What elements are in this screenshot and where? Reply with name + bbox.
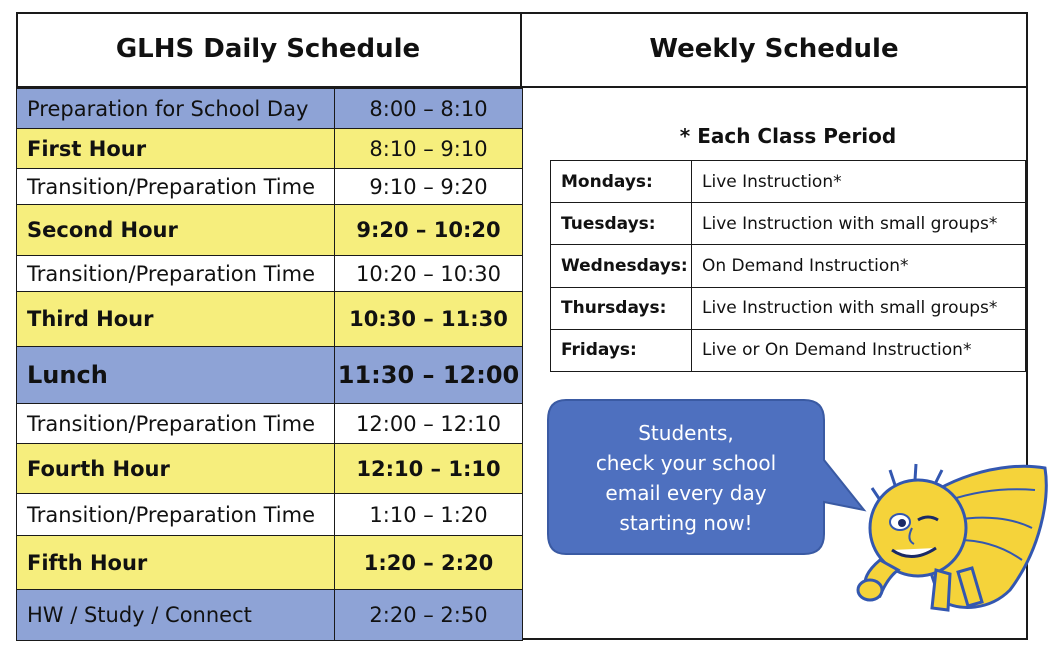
- period-label: Preparation for School Day: [17, 89, 335, 129]
- weekday-label: Fridays:: [551, 329, 692, 371]
- daily-schedule-table: [16, 88, 523, 641]
- bubble-message: [548, 418, 824, 538]
- bubble-line: starting now!: [619, 511, 753, 535]
- period-label: Transition/Preparation Time: [17, 494, 335, 536]
- schedule-row: [17, 444, 523, 494]
- period-label: Third Hour: [17, 292, 335, 347]
- weekly-schedule-table: [550, 160, 1026, 372]
- weekday-label: Tuesdays:: [551, 203, 692, 245]
- period-time: 8:00 – 8:10: [335, 89, 523, 129]
- schedule-row: [17, 404, 523, 444]
- period-label: Transition/Preparation Time: [17, 404, 335, 444]
- period-label: Transition/Preparation Time: [17, 169, 335, 205]
- weekly-row: [551, 245, 1026, 287]
- period-time: 12:10 – 1:10: [335, 444, 523, 494]
- period-label: HW / Study / Connect: [17, 590, 335, 641]
- schedule-row: [17, 536, 523, 590]
- period-time: 2:20 – 2:50: [335, 590, 523, 641]
- weekly-row: [551, 329, 1026, 371]
- weekly-subtitle: * Each Class Period: [679, 124, 897, 148]
- schedule-row: [17, 256, 523, 292]
- period-label: First Hour: [17, 129, 335, 169]
- instruction-mode: Live Instruction*: [692, 161, 1026, 203]
- period-time: 11:30 – 12:00: [335, 347, 523, 404]
- period-time: 10:30 – 11:30: [335, 292, 523, 347]
- period-time: 9:20 – 10:20: [335, 205, 523, 256]
- daily-schedule-title: GLHS Daily Schedule: [16, 12, 522, 88]
- bubble-line: email every day: [605, 481, 767, 505]
- weekday-label: Mondays:: [551, 161, 692, 203]
- weekday-label: Thursdays:: [551, 287, 692, 329]
- bubble-line: check your school: [595, 451, 777, 475]
- bubble-line: Students,: [638, 421, 734, 445]
- period-time: 12:00 – 12:10: [335, 404, 523, 444]
- weekly-row: [551, 203, 1026, 245]
- period-label: Transition/Preparation Time: [17, 256, 335, 292]
- instruction-mode: Live Instruction with small groups*: [692, 287, 1026, 329]
- period-time: 1:10 – 1:20: [335, 494, 523, 536]
- period-label: Fourth Hour: [17, 444, 335, 494]
- period-time: 8:10 – 9:10: [335, 129, 523, 169]
- schedule-row: [17, 292, 523, 347]
- period-time: 1:20 – 2:20: [335, 536, 523, 590]
- weekday-label: Wednesdays:: [551, 245, 692, 287]
- weekly-row: [551, 161, 1026, 203]
- period-label: Lunch: [17, 347, 335, 404]
- weekly-schedule-title: Weekly Schedule: [520, 12, 1028, 88]
- period-label: Fifth Hour: [17, 536, 335, 590]
- instruction-mode: On Demand Instruction*: [692, 245, 1026, 287]
- schedule-row: [17, 169, 523, 205]
- schedule-row: [17, 590, 523, 641]
- period-label: Second Hour: [17, 205, 335, 256]
- instruction-mode: Live Instruction with small groups*: [692, 203, 1026, 245]
- schedule-row: [17, 89, 523, 129]
- weekly-row: [551, 287, 1026, 329]
- schedule-row: [17, 129, 523, 169]
- schedule-row: [17, 205, 523, 256]
- schedule-row-lunch: [17, 347, 523, 404]
- instruction-mode: Live or On Demand Instruction*: [692, 329, 1026, 371]
- mascot-icon: [840, 440, 1060, 620]
- period-time: 9:10 – 9:20: [335, 169, 523, 205]
- period-time: 10:20 – 10:30: [335, 256, 523, 292]
- schedule-row: [17, 494, 523, 536]
